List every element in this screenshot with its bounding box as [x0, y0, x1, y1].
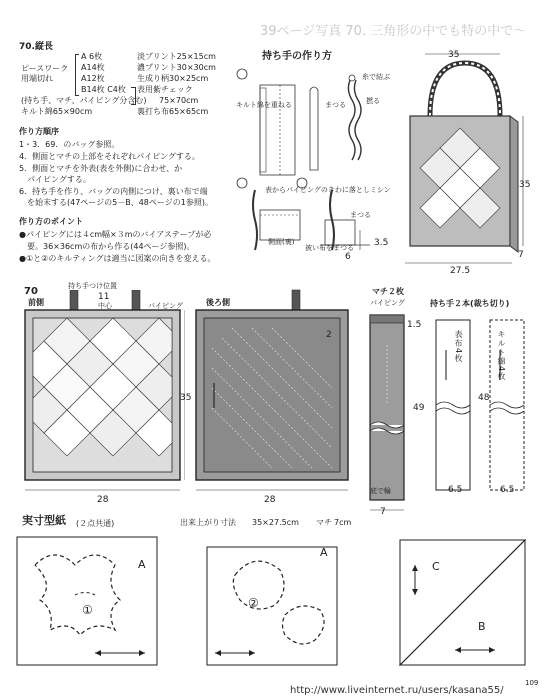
handles-a-label: 表布4枚 [454, 330, 463, 364]
front-top-label: 持ち手つけ位置 [68, 282, 117, 290]
gusset-diagram [365, 305, 415, 515]
material-col1-0: ピースワーク [21, 64, 69, 73]
howto-dim-35: 3.5 [374, 238, 389, 248]
procedure-step-5: を始末する(47ページの5－B、48ページの1参照)。 [19, 198, 213, 207]
gusset-dim-49: 49 [413, 403, 425, 413]
material-col1-3: キルト綿65×90cm [21, 107, 93, 116]
points-item-0: ●パイピングには４cm幅×３mのバイアステープが必 [19, 230, 212, 239]
procedure-step-4: 6．持ち手を作り、バッグの内側につけ、裏い布で端 [19, 187, 208, 196]
material-desc-0: 淡プリント25×15cm [137, 52, 216, 61]
material-code-1: A14枚 [81, 63, 105, 72]
material-bracket-2 [131, 87, 136, 105]
material-desc-1: 濃プリント30×30cm [137, 63, 216, 72]
handles-title: 持ち手２本(裁ち切り) [430, 299, 510, 308]
front-center: 中心 [98, 302, 112, 310]
front-panel-diagram [20, 290, 185, 500]
material-code-4: 75×70cm [159, 96, 199, 105]
gusset-title: マチ２枚 [372, 287, 404, 296]
pattern-a1 [15, 535, 185, 675]
handles-dim-w2: 6.5 [500, 485, 515, 495]
howto-uragawa: 被い布をまつる [305, 244, 354, 252]
gusset-dim-w: 7 [380, 507, 386, 517]
pattern-c-label: C [432, 560, 440, 573]
material-desc-2: 生成り柄30×25cm [137, 74, 209, 83]
howto-matsuru2: まつる [350, 211, 371, 219]
front-dim-w: 28 [97, 495, 109, 505]
finish-gusset-label: マチ [316, 518, 332, 527]
handles-b-label: キルト綿4枚 [497, 330, 506, 382]
procedure-step-3: パイピングする。 [19, 175, 91, 184]
ghost-header: 39ページ写真 70. 三角形の中でも特の中で〜 [260, 24, 527, 39]
patterns-subtitle: (２点共通) [76, 519, 115, 528]
howto-yoru: 撚る [366, 97, 380, 105]
pattern-bc [395, 535, 535, 675]
finish-gusset-value: 7cm [334, 518, 352, 527]
material-desc-3: 表用紫チェック [137, 85, 193, 94]
front-dim-11: 11 [98, 292, 110, 302]
howto-ito: 糸で結ぶ [362, 73, 390, 81]
procedure-step-0: 1・3．69．のバッグ参照。 [19, 140, 120, 149]
howto-dim-6: 6 [345, 252, 351, 262]
pattern-a2-number: ② [248, 596, 259, 610]
finished-bag-illustration [400, 48, 530, 273]
points-item-2: ●①と②のキルティングは適当に図案の向きを変える。 [19, 254, 216, 263]
howto-omote: 表からパイピングのきわに落としミシン [265, 186, 391, 194]
page-number: 109 [525, 679, 539, 687]
bag-dim-height: 35 [519, 180, 531, 190]
front-title: 前側 [28, 298, 44, 307]
pattern-b-label: B [478, 620, 486, 633]
material-col1-1: 用端切れ [21, 74, 53, 83]
finish-label: 出来上がり寸法 [180, 518, 236, 527]
procedure-step-2: 5．側面とマチを外表(表を外側)に合わせ、か [19, 164, 183, 173]
section70-label: 70 [24, 286, 38, 297]
back-dim-w: 28 [264, 495, 276, 505]
bag-dim-top: 35 [448, 50, 460, 60]
material-bracket [75, 54, 79, 96]
patterns-title: 実寸型紙 [22, 514, 66, 527]
handles-dim-48: 48 [478, 393, 490, 403]
material-code-3: B14枚 C4枚 [81, 85, 126, 94]
howto-kiruto: キルト綿を重ねる [236, 101, 292, 109]
handles-dim-w1: 6.5 [448, 485, 463, 495]
bag-dim-gusset: 7 [518, 250, 524, 260]
back-title: 後ろ側 [206, 298, 230, 307]
points-item-1: 要。36×36cmの布から作る(44ページ参照)。 [19, 242, 195, 251]
source-url[interactable]: http://www.liveinternet.ru/users/kasana55/ [290, 685, 504, 696]
finish-value: 35×27.5cm [252, 518, 299, 527]
points-title: 作り方のポイント [19, 217, 83, 226]
material-col1-2: (持ち手、マチ、パイピング分含む) [21, 96, 147, 105]
material-desc-5: 裏打ち布65×65cm [137, 107, 209, 116]
back-panel-diagram [192, 288, 352, 500]
gusset-bottom: 底で輪 [370, 487, 391, 495]
front-piping: パイピング [148, 302, 183, 310]
procedure-title: 作り方順序 [19, 127, 59, 136]
section-code-title: 70.縦長 [19, 42, 53, 52]
pattern-a2 [205, 535, 365, 675]
front-dim-h: 35 [180, 393, 192, 403]
pattern-a1-number: ① [82, 603, 93, 617]
gusset-piping: パイピング [370, 299, 405, 307]
procedure-step-1: 4．側面とマチの上部をそれぞれパイピングする。 [19, 152, 200, 161]
bag-dim-width: 27.5 [450, 266, 471, 276]
material-code-2: A12枚 [81, 74, 105, 83]
back-dim-2: 2 [326, 330, 332, 340]
pattern-a2-label: A [320, 546, 328, 559]
gusset-dim-15: 1.5 [407, 320, 422, 330]
material-code-0: A 6枚 [81, 52, 103, 61]
pattern-a1-label: A [138, 558, 146, 571]
handle-howto-diagram [230, 60, 405, 265]
handle-howto-title: 持ち手の作り方 [262, 51, 332, 62]
handles-diagram [432, 310, 532, 500]
howto-sokumen: 側面(裏) [268, 238, 295, 246]
howto-matsuru: まつる [325, 101, 346, 109]
